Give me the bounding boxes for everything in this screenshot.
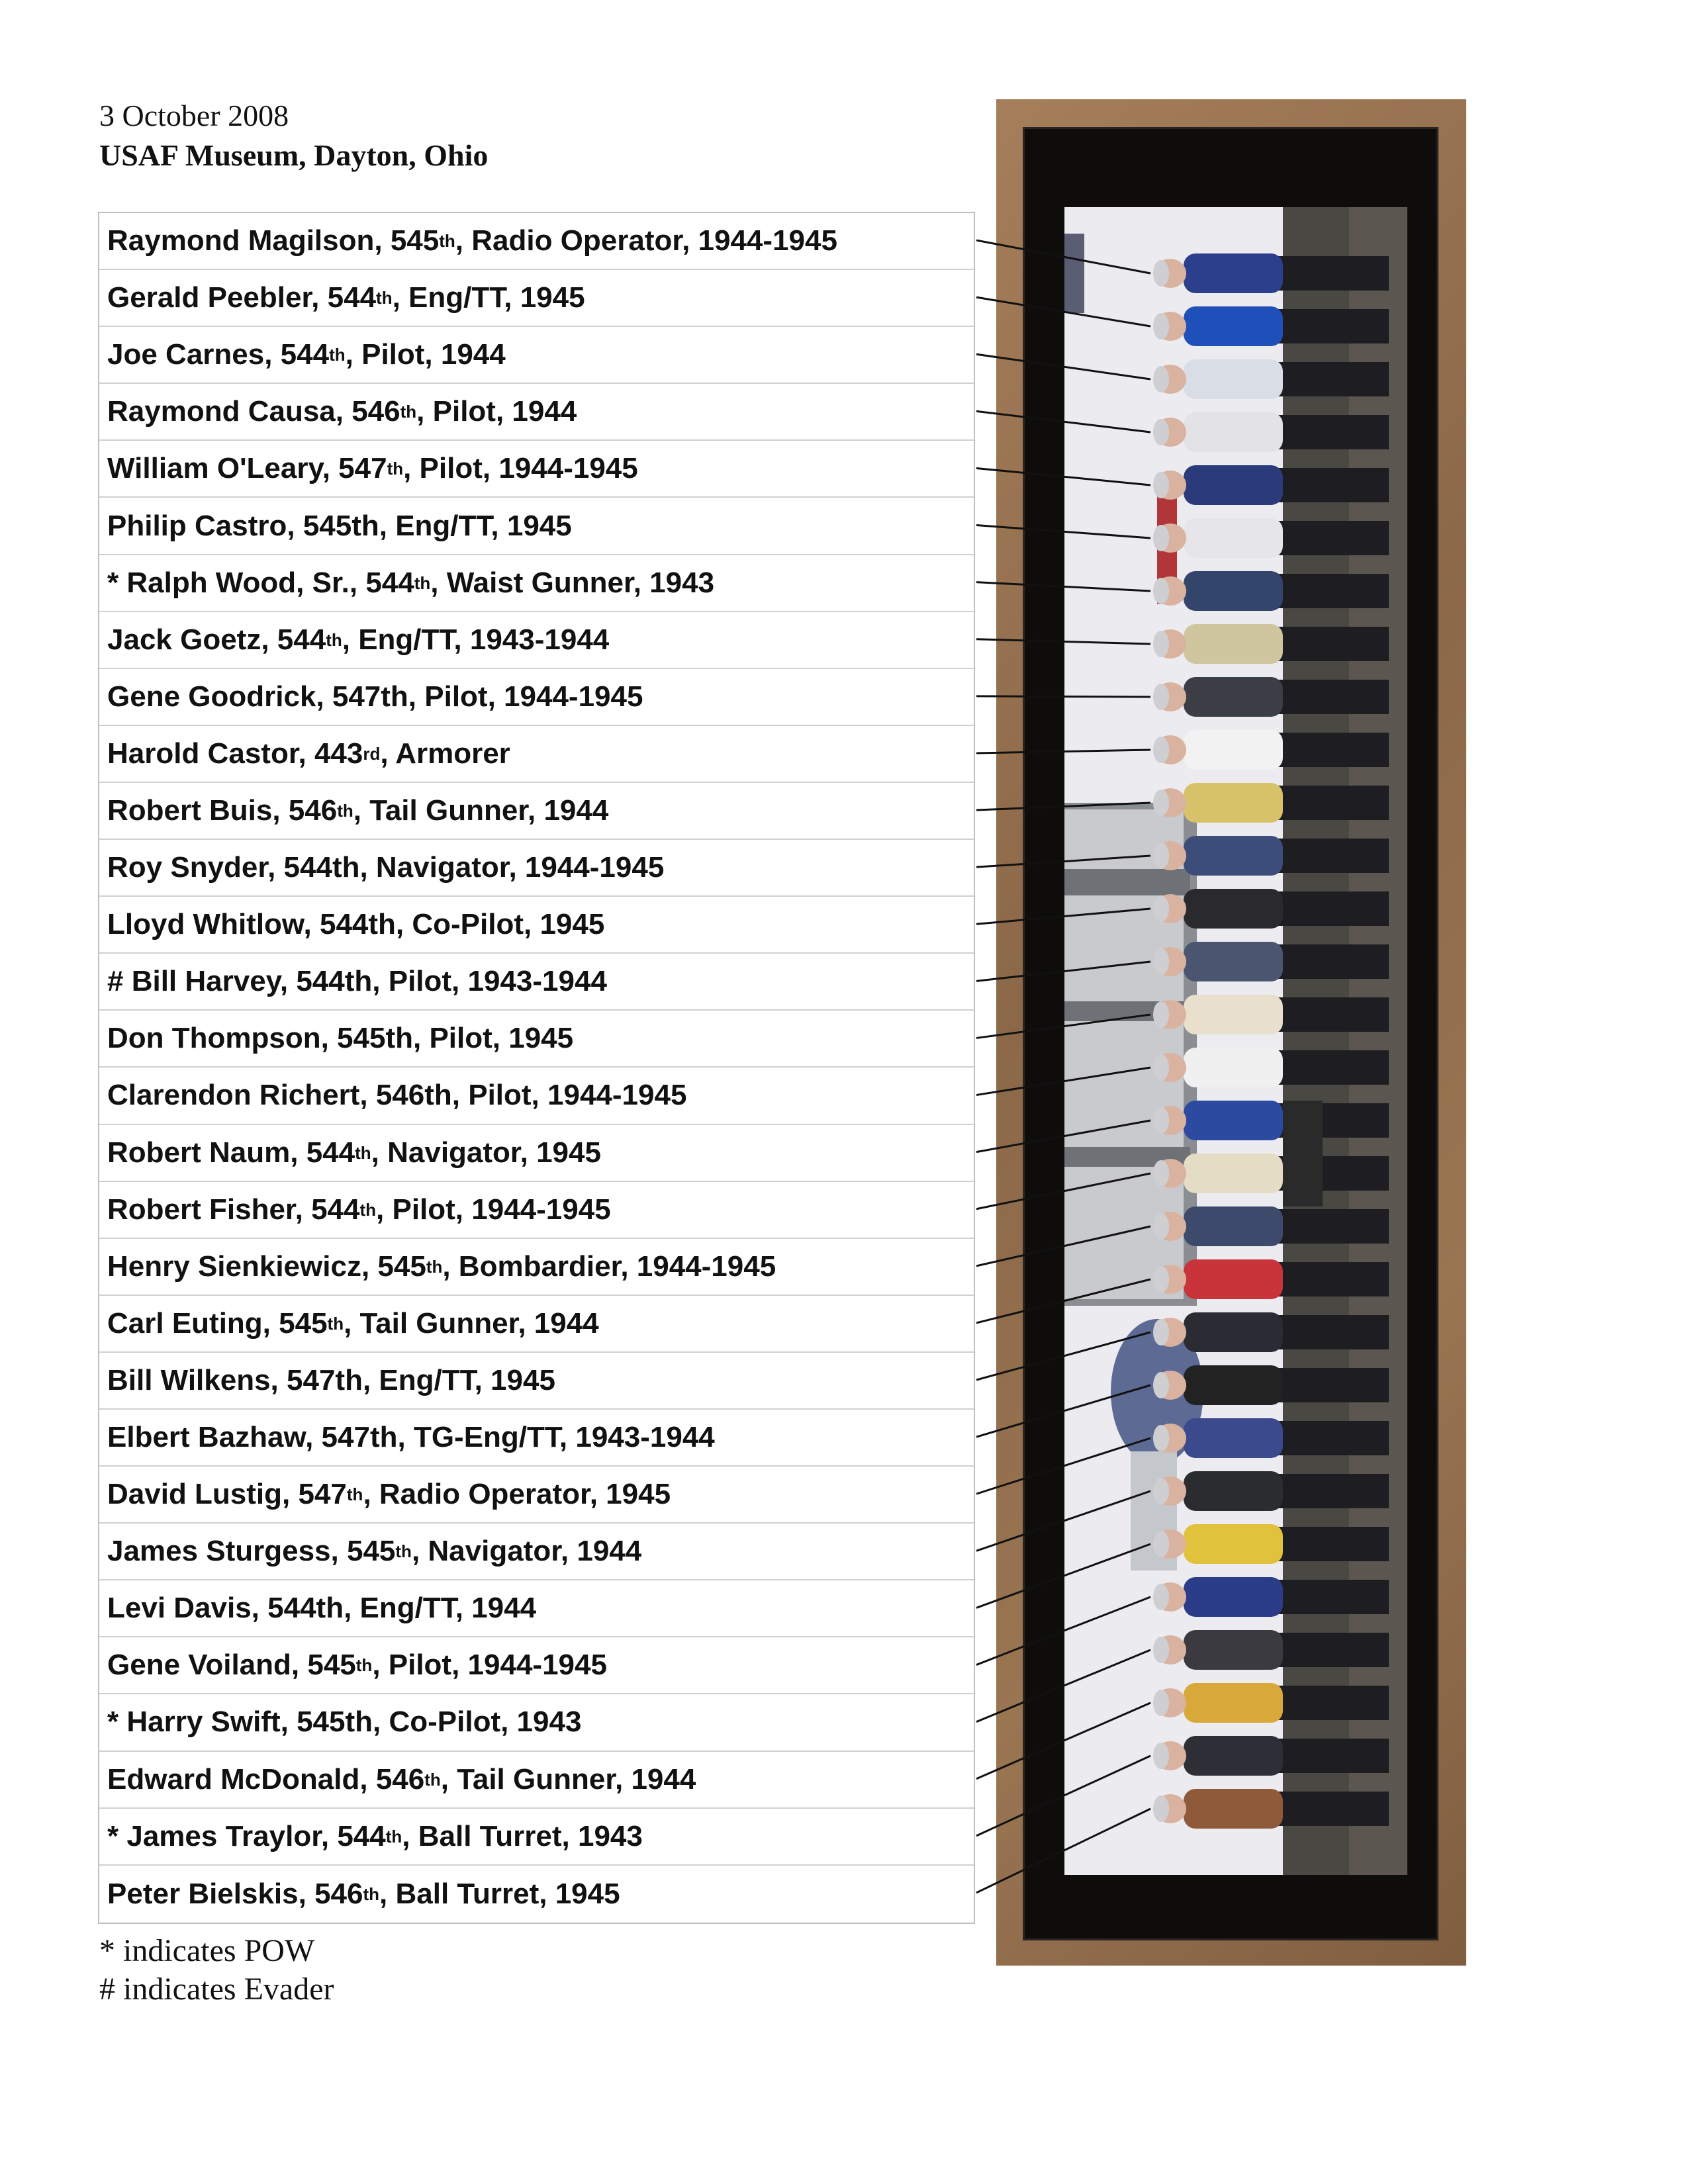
veteran-figure — [1153, 889, 1389, 929]
veteran-figure — [1153, 1365, 1389, 1405]
roster-detail: , Pilot, 1944-1945 — [376, 1193, 611, 1226]
veteran-figure — [1153, 465, 1389, 505]
roster-detail: , Pilot, 1944-1945 — [403, 452, 638, 485]
roster-name: * Ralph Wood, Sr., 544 — [107, 566, 414, 599]
roster-row: William O'Leary, 547 th , Pilot, 1944-1945 — [99, 441, 974, 498]
veteran-figure — [1153, 1630, 1389, 1670]
roster-detail: , Tail Gunner, 1944 — [440, 1762, 696, 1796]
roster-row: Robert Buis, 546 th , Tail Gunner, 1944 — [99, 783, 974, 840]
roster-row: Gene Voiland, 545 th , Pilot, 1944-1945 — [99, 1637, 974, 1694]
roster-name: William O'Leary, 547 — [107, 452, 387, 485]
roster-name: * Harry Swift, 545th, Co-Pilot, 1943 — [107, 1706, 582, 1739]
roster-detail: , Armorer — [380, 737, 510, 770]
veteran-figure — [1153, 783, 1389, 823]
veteran-figure — [1153, 1683, 1389, 1723]
veteran-figure — [1153, 1524, 1389, 1564]
roster-name: Henry Sienkiewicz, 545 — [107, 1250, 426, 1283]
veteran-figure — [1153, 995, 1389, 1034]
roster-row: David Lustig, 547 th , Radio Operator, 1945 — [99, 1467, 974, 1524]
veteran-figure — [1153, 1471, 1389, 1511]
legend-pow: * indicates POW — [99, 1933, 315, 1968]
roster-detail: , Ball Turret, 1945 — [379, 1877, 620, 1910]
roster-detail: , Tail Gunner, 1944 — [353, 794, 609, 827]
roster-name: Robert Naum, 544 — [107, 1136, 355, 1169]
roster-row: Robert Fisher, 544 th , Pilot, 1944-1945 — [99, 1182, 974, 1239]
roster-row: Edward McDonald, 546 th , Tail Gunner, 1944 — [99, 1752, 974, 1809]
roster-name: # Bill Harvey, 544th, Pilot, 1943-1944 — [107, 965, 607, 998]
roster-name: Robert Fisher, 544 — [107, 1193, 360, 1226]
veteran-figure — [1153, 412, 1389, 452]
roster-name: Roy Snyder, 544th, Navigator, 1944-1945 — [107, 851, 665, 884]
veteran-figure — [1153, 624, 1389, 664]
roster-row: Harold Castor, 443 rd , Armorer — [99, 726, 974, 783]
roster-row: Gerald Peebler, 544 th , Eng/TT, 1945 — [99, 270, 974, 327]
framed-photo — [996, 99, 1466, 1966]
veteran-figure — [1153, 518, 1389, 558]
roster-detail: , Navigator, 1945 — [371, 1136, 601, 1169]
roster-row — [99, 1694, 974, 1751]
roster-row: Carl Euting, 545 th , Tail Gunner, 1944 — [99, 1296, 974, 1353]
roster-name: Gerald Peebler, 544 — [107, 281, 377, 314]
roster-name: Clarendon Richert, 546th, Pilot, 1944-1945 — [107, 1079, 687, 1112]
veteran-figure — [1153, 677, 1389, 717]
roster-row: James Sturgess, 545 th , Navigator, 1944 — [99, 1524, 974, 1580]
roster-row — [99, 669, 974, 726]
roster-name: Raymond Magilson, 545 — [107, 224, 440, 257]
roster-name: Harold Castor, 443 — [107, 737, 363, 770]
roster-row: Peter Bielskis, 546 th , Ball Turret, 1945 — [107, 1877, 620, 1910]
roster-row: Raymond Causa, 546 th , Pilot, 1944 — [99, 384, 974, 441]
roster-detail: , Radio Operator, 1945 — [363, 1478, 671, 1511]
veteran-figure — [1153, 1736, 1389, 1776]
roster-row: Henry Sienkiewicz, 545 th , Bombardier, 1944-1945 — [99, 1239, 974, 1296]
roster-row: Jack Goetz, 544 th , Eng/TT, 1943-1944 — [99, 612, 974, 669]
roster-name: Carl Euting, 545 — [107, 1306, 328, 1340]
group-photo — [1064, 207, 1407, 1875]
roster-detail: , Waist Gunner, 1943 — [430, 566, 715, 599]
roster-name: Gene Voiland, 545 — [107, 1649, 356, 1682]
roster-detail: , Eng/TT, 1945 — [392, 281, 585, 314]
group-photo-image — [1064, 207, 1407, 1875]
roster-name: Gene Goodrick, 547th, Pilot, 1944-1945 — [107, 680, 643, 713]
roster-name: Raymond Causa, 546 — [107, 395, 400, 428]
roster-row: * James Traylor, 544 th , Ball Turret, 1943 — [99, 1809, 974, 1866]
roster-detail: , Radio Operator, 1944-1945 — [455, 224, 837, 257]
roster-name: Edward McDonald, 546 — [107, 1762, 425, 1796]
roster-detail: , Navigator, 1944 — [411, 1535, 642, 1568]
veteran-figure — [1153, 1259, 1389, 1299]
document-location: USAF Museum, Dayton, Ohio — [99, 138, 489, 172]
roster-row: * Ralph Wood, Sr., 544 th , Waist Gunner, 1943 — [99, 555, 974, 612]
roster-row — [99, 1410, 974, 1467]
roster-name: Lloyd Whitlow, 544th, Co-Pilot, 1945 — [107, 908, 605, 941]
veteran-figure — [1153, 1154, 1389, 1193]
veteran-figure — [1153, 730, 1389, 770]
roster-row: Raymond Magilson, 545 th , Radio Operator, 1944-1945 — [99, 213, 974, 270]
roster-detail: , Bombardier, 1944-1945 — [442, 1250, 776, 1283]
veteran-figure — [1153, 1206, 1389, 1246]
veteran-figure — [1153, 1789, 1389, 1829]
veteran-figure — [1153, 1577, 1389, 1617]
veteran-figure — [1153, 359, 1389, 399]
roster-row — [99, 1580, 974, 1637]
roster-detail: , Tail Gunner, 1944 — [344, 1306, 599, 1340]
veteran-figure — [1153, 836, 1389, 876]
roster-row — [99, 840, 974, 897]
roster-table — [98, 212, 975, 1924]
roster-row — [99, 897, 974, 954]
roster-name: Bill Wilkens, 547th, Eng/TT, 1945 — [107, 1363, 555, 1396]
roster-row — [99, 498, 974, 555]
roster-row — [99, 1068, 974, 1124]
roster-name: Levi Davis, 544th, Eng/TT, 1944 — [107, 1592, 537, 1625]
roster-name: David Lustig, 547 — [107, 1478, 347, 1511]
roster-name: Elbert Bazhaw, 547th, TG-Eng/TT, 1943-1944 — [107, 1421, 715, 1454]
roster-row — [99, 1353, 974, 1410]
veteran-figure — [1153, 1418, 1389, 1458]
veteran-figure — [1153, 306, 1389, 346]
roster-detail: , Ball Turret, 1943 — [402, 1819, 643, 1852]
roster-name: Peter Bielskis, 546 — [107, 1877, 363, 1910]
roster-detail: , Pilot, 1944 — [345, 338, 506, 371]
roster-row — [99, 954, 974, 1011]
picture-frame — [1023, 127, 1438, 1940]
roster-name: Joe Carnes, 544 — [107, 338, 330, 371]
veteran-figure — [1153, 1048, 1389, 1087]
veteran-figure — [1153, 1101, 1389, 1140]
roster-name: Don Thompson, 545th, Pilot, 1945 — [107, 1022, 574, 1055]
document-date: 3 October 2008 — [99, 99, 289, 132]
roster-detail: , Pilot, 1944-1945 — [372, 1649, 607, 1682]
roster-name: * James Traylor, 544 — [107, 1819, 386, 1852]
roster-row — [99, 1011, 974, 1068]
roster-name: Philip Castro, 545th, Eng/TT, 1945 — [107, 509, 572, 542]
roster-name: Jack Goetz, 544 — [107, 623, 326, 656]
veteran-figure — [1153, 571, 1389, 611]
veteran-figure — [1153, 1312, 1389, 1352]
roster-name: James Sturgess, 545 — [107, 1535, 396, 1568]
roster-row: Robert Naum, 544 th , Navigator, 1945 — [99, 1125, 974, 1182]
legend-evader: # indicates Evader — [99, 1972, 334, 2007]
veteran-figure — [1153, 942, 1389, 981]
roster-detail: , Pilot, 1944 — [416, 395, 577, 428]
roster-row: Joe Carnes, 544 th , Pilot, 1944 — [99, 327, 974, 384]
roster-detail: , Eng/TT, 1943-1944 — [342, 623, 610, 656]
veteran-figure — [1153, 253, 1389, 293]
roster-name: Robert Buis, 546 — [107, 794, 338, 827]
